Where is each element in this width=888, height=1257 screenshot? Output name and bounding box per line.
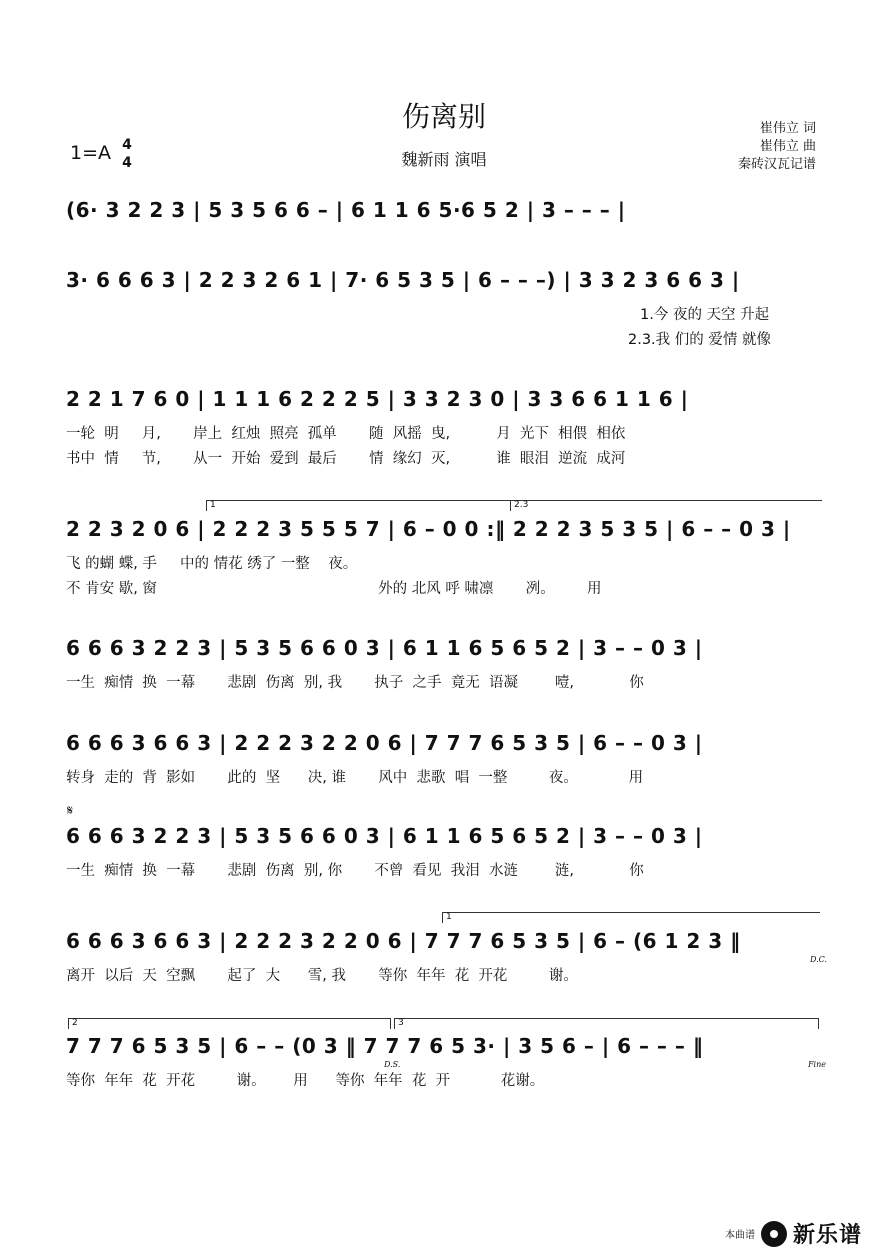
lyric-line: 等你 年年 花 开花 谢。 用 等你 年年 花 开 花谢。 [66, 1073, 545, 1089]
fine-mark: Fine [808, 1060, 826, 1069]
volta-bracket-3 [394, 1018, 819, 1029]
notation-row: 2 2 3 2 0 6 | 2 2 2 3 5 5 5 7 | 6 – 0 0 :‖ 2 2 2 3 5 3 5 | 6 – – 0 3 | [66, 517, 791, 541]
record-icon [761, 1221, 787, 1247]
lyric-line-verse1: 1.今 夜的 天空 升起 [640, 307, 770, 323]
singer-credit: 魏新雨 演唱 [401, 150, 487, 169]
key-signature: 1=A [70, 142, 112, 164]
transcriber-credit: 秦砖汉瓦记谱 [737, 157, 816, 172]
notation-row: 3· 6 6 6 3 | 2 2 3 2 6 1 | 7· 6 5 3 5 | 6 – – –) | 3 3 2 3 6 6 3 | [66, 268, 740, 292]
notation-row: 6 6 6 3 2 2 3 | 5 3 5 6 6 0 3 | 6 1 1 6 5 6 5 2 | 3 – – 0 3 | [66, 824, 703, 848]
lyric-line-verse2: 不 肯安 歇, 窗 外的 北风 呼 啸凛 冽。 用 [66, 581, 602, 597]
notation-row: 7 7 7 6 5 3 5 | 6 – – (0 3 ‖ 7 7 7 6 5 3· | 3 5 6 – | 6 – – – ‖ [66, 1034, 704, 1058]
notation-row: 6 6 6 3 2 2 3 | 5 3 5 6 6 0 3 | 6 1 1 6 5 6 5 2 | 3 – – 0 3 | [66, 636, 703, 660]
lyric-line: 离开 以后 天 空飘 起了 大 雪, 我 等你 年年 花 开花 谢。 [66, 968, 578, 984]
volta-label: 3 [398, 1018, 404, 1028]
site-footer [725, 1218, 862, 1249]
volta-bracket-2-3 [510, 500, 822, 511]
dc-mark: D.C. [810, 955, 828, 964]
lyric-line-verse1: 一轮 明 月, 岸上 红烛 照亮 孤单 随 风摇 曳, 月 光下 相偎 相依 [66, 426, 626, 442]
lyric-line-verse1: 飞 的蝴 蝶, 手 中的 情花 绣了 一整 夜。 [66, 556, 358, 572]
site-logo-text: 新乐谱 [792, 1223, 862, 1248]
notation-row: (6· 3 2 2 3 | 5 3 5 6 6 – | 6 1 1 6 5·6 5 2 | 3 – – – | [66, 198, 626, 222]
volta-bracket-1 [442, 912, 820, 923]
lyric-line-verse2: 书中 情 节, 从一 开始 爱到 最后 情 缘幻 灭, 谁 眼泪 逆流 成河 [66, 451, 626, 467]
song-title: 伤离别 [401, 100, 486, 133]
notation-row: 6 6 6 3 6 6 3 | 2 2 2 3 2 2 0 6 | 7 7 7 6 5 3 5 | 6 – (6 1 2 3 ‖ [66, 929, 741, 953]
lyric-line: 转身 走的 背 影如 此的 坚 决, 谁 风中 悲歌 唱 一整 夜。 用 [66, 770, 644, 786]
volta-label: 2.3 [514, 500, 529, 510]
lyric-line: 一生 痴情 换 一幕 悲剧 伤离 别, 你 不曾 看见 我泪 水涟 涟, 你 [66, 863, 644, 879]
volta-bracket-2 [68, 1018, 391, 1029]
time-signature-bottom: 4 [122, 155, 132, 171]
segno-sign: 𝄋 [67, 803, 74, 819]
volta-label: 1 [446, 912, 452, 922]
lyricist-credit: 崔伟立 词 [759, 121, 816, 136]
volta-label: 1 [210, 500, 216, 510]
ds-mark: D.S. [384, 1060, 401, 1069]
volta-bracket-1 [206, 500, 510, 511]
lyric-line-verse2: 2.3.我 们的 爱情 就像 [628, 332, 771, 348]
volta-label: 2 [72, 1018, 78, 1028]
credits-block [738, 120, 816, 174]
lyric-line: 一生 痴情 换 一幕 悲剧 伤离 别, 我 执子 之手 竟无 语凝 噎, 你 [66, 675, 644, 691]
time-signature-top: 4 [122, 137, 132, 153]
footer-prefix: 本曲谱 [724, 1230, 755, 1241]
composer-credit: 崔伟立 曲 [759, 139, 816, 154]
notation-row: 2 2 1 7 6 0 | 1 1 1 6 2 2 2 5 | 3 3 2 3 0 | 3 3 6 6 1 1 6 | [66, 387, 689, 411]
notation-row: 6 6 6 3 6 6 3 | 2 2 2 3 2 2 0 6 | 7 7 7 6 5 3 5 | 6 – – 0 3 | [66, 731, 703, 755]
